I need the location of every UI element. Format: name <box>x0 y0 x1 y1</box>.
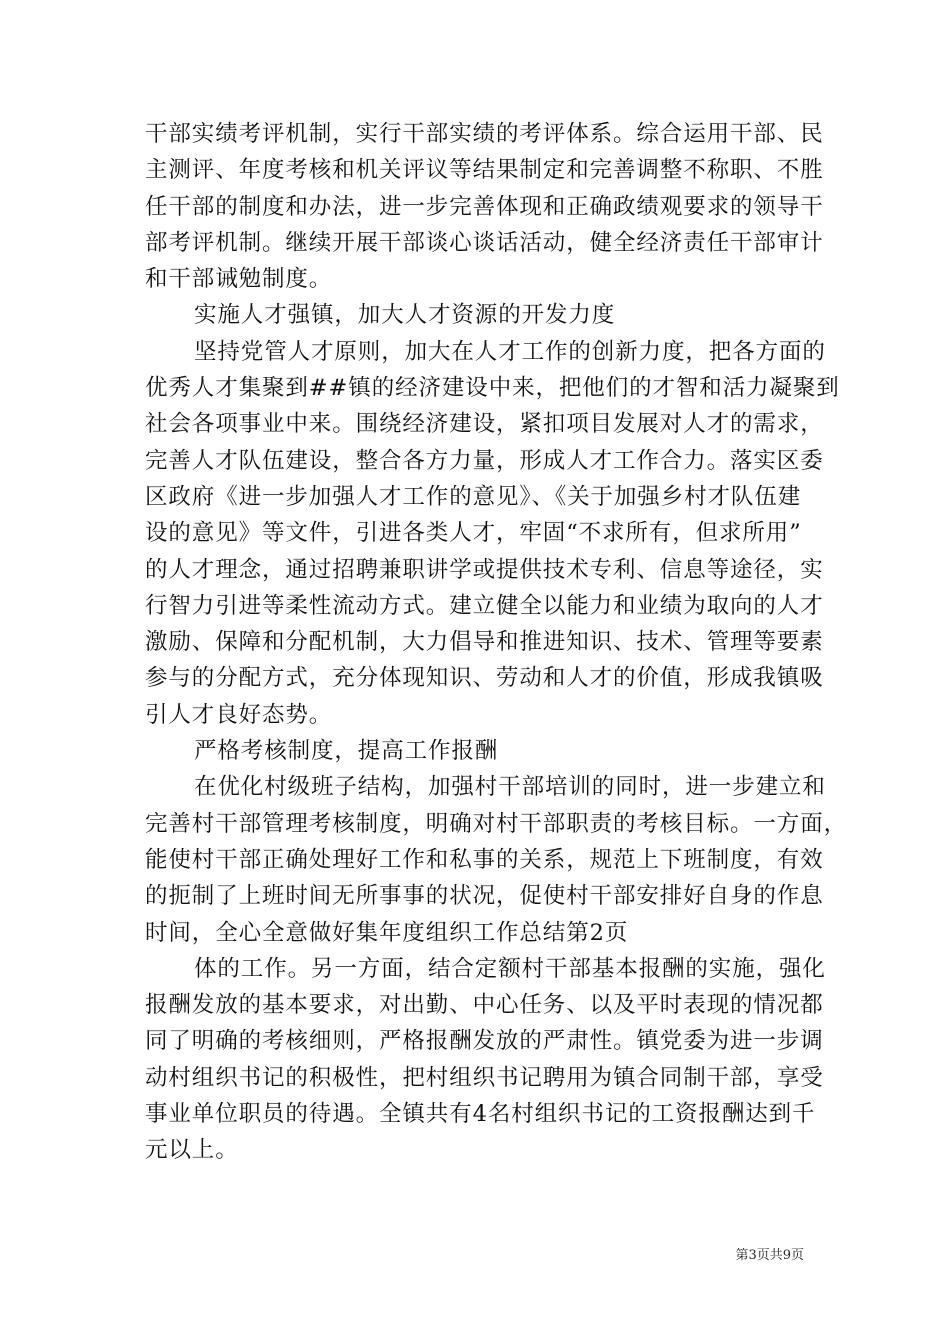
text-line: 报酬发放的基本要求，对出勤、中心任务、以及平时表现的情况都 <box>145 992 824 1019</box>
text-line: 设的意见》等文件，引进各类人才，牢固“不求所有，但求所用” <box>145 520 802 547</box>
page-number: 第3页共9页 <box>735 1248 804 1263</box>
text-line: 社会各项事业中来。围绕经济建设，紧扣项目发展对人才的需求， <box>145 411 824 438</box>
text-line: 干部实绩考评机制，实行干部实绩的考评体系。综合运用干部、民 <box>145 121 824 147</box>
text-line: 的扼制了上班时间无所事事的状况，促使村干部安排好自身的作息 <box>145 883 824 910</box>
text-line: 体的工作。另一方面，结合定额村干部基本报酬的实施，强化 <box>194 955 826 982</box>
text-line: 完善村干部管理考核制度，明确对村干部职责的考核目标。一方面， <box>145 810 848 837</box>
text-line: 的人才理念，通过招聘兼职讲学或提供技术专利、信息等途径，实 <box>145 556 824 583</box>
text-line: 能使村干部正确处理好工作和私事的关系，规范上下班制度，有效 <box>145 846 824 873</box>
text-line: 同了明确的考核细则，严格报酬发放的严肃性。镇党委为进一步调 <box>145 1028 824 1055</box>
section-heading: 实施人才强镇，加大人才资源的开发力度 <box>194 302 616 329</box>
document-body <box>145 116 848 1169</box>
text-line: 和干部诫勉制度。 <box>145 266 333 293</box>
text-line: 在优化村级班子结构，加强村干部培训的同时，进一步建立和 <box>194 774 826 801</box>
text-line: 参与的分配方式，充分体现知识、劳动和人才的价值，形成我镇吸 <box>145 665 824 692</box>
text-line: 部考评机制。继续开展干部谈心谈话活动，健全经济责任干部审计 <box>145 229 824 256</box>
text-line: 时间，全心全意做好集年度组织工作总结第2页 <box>145 919 629 946</box>
text-line: 任干部的制度和办法，进一步完善体现和正确政绩观要求的领导干 <box>145 193 824 220</box>
section-heading: 严格考核制度，提高工作报酬 <box>194 738 499 765</box>
text-line: 区政府《进一步加强人才工作的意见》、《关于加强乡村才队伍建 <box>145 483 802 510</box>
text-line: 动村组织书记的积极性，把村组织书记聘用为镇合同制干部，享受 <box>145 1064 824 1091</box>
text-line: 激励、保障和分配机制，大力倡导和推进知识、技术、管理等要素 <box>145 629 824 656</box>
text-line: 引人才良好态势。 <box>145 701 333 728</box>
text-line: 坚持党管人才原则，加大在人才工作的创新力度，把各方面的 <box>194 338 826 365</box>
text-line: 事业单位职员的待遇。全镇共有4名村组织书记的工资报酬达到千 <box>145 1101 816 1128</box>
text-line: 完善人才队伍建设，整合各方力量，形成人才工作合力。落实区委 <box>145 447 824 474</box>
text-line: 元以上。 <box>145 1137 239 1164</box>
text-line: 行智力引进等柔性流动方式。建立健全以能力和业绩为取向的人才 <box>145 592 824 619</box>
text-line: 优秀人才集聚到##镇的经济建设中来，把他们的才智和活力凝聚到 <box>145 375 840 402</box>
text-line: 主测评、年度考核和机关评议等结果制定和完善调整不称职、不胜 <box>145 157 824 184</box>
